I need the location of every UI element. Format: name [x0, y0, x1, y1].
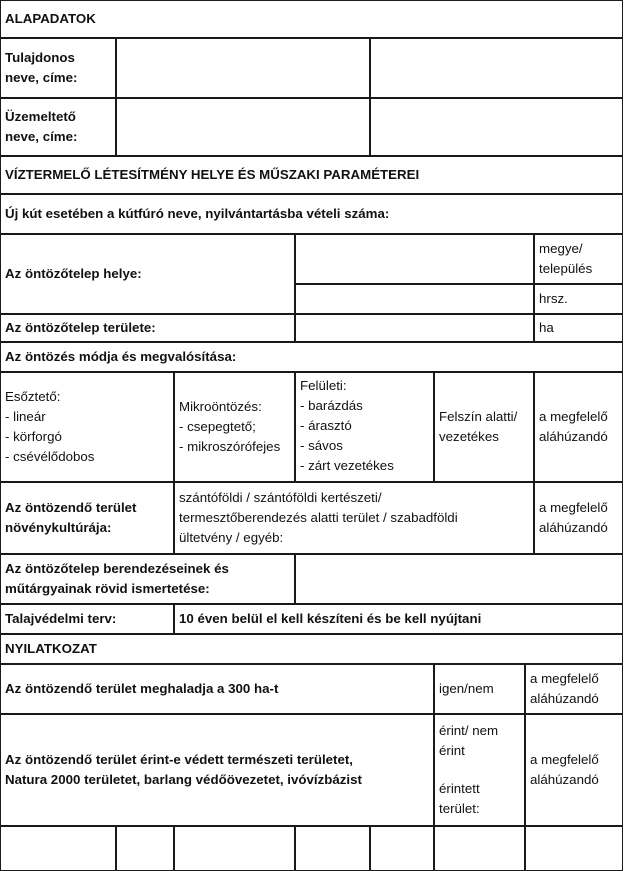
surface-line[interactable]: - sávos — [300, 438, 343, 453]
method-heading — [0, 342, 623, 372]
bottom-row-cell[interactable] — [0, 826, 116, 871]
equipment-field[interactable] — [295, 554, 623, 604]
surface-line: Felületi: — [300, 378, 347, 393]
crop-option-line[interactable]: szántóföldi / szántóföldi kertészeti/ — [179, 490, 382, 505]
equipment-label-line: Az öntözőtelep berendezéseinek és — [5, 561, 229, 576]
crop-label — [0, 482, 174, 554]
soil-value-text: 10 éven belül el kell készíteni és be kell nyújtani — [179, 611, 482, 626]
method-heading-text: Az öntözés módja és megvalósítása: — [5, 349, 237, 364]
sprinkler-line[interactable]: - lineár — [5, 409, 46, 424]
equipment-label — [0, 554, 295, 604]
soil-label — [0, 604, 174, 634]
protected-answer-line[interactable]: érint — [439, 743, 465, 758]
surface-line[interactable]: - árasztó — [300, 418, 352, 433]
protected-note-line: a megfelelő — [530, 752, 599, 767]
owner-label-line: neve, címe: — [5, 70, 78, 85]
area-question — [0, 664, 434, 714]
protected-note-line: aláhúzandó — [530, 772, 599, 787]
location-label — [0, 234, 295, 314]
equipment-label-line: műtárgyainak rövid ismertetése: — [5, 581, 210, 596]
crop-note — [534, 482, 623, 554]
subsurface-line: vezetékes — [439, 429, 499, 444]
basic-heading-text: ALAPADATOK — [5, 11, 96, 26]
operator-label-line: Üzemeltető — [5, 109, 76, 124]
method-micro[interactable] — [174, 372, 295, 482]
soil-label-text: Talajvédelmi terv: — [5, 611, 117, 626]
owner-name-field[interactable] — [116, 38, 370, 98]
micro-line[interactable]: - csepegtető; — [179, 419, 256, 434]
protected-answer[interactable] — [434, 714, 525, 826]
area-unit — [534, 314, 623, 342]
driller-field[interactable] — [0, 194, 623, 234]
crop-options[interactable] — [174, 482, 534, 554]
county-settlement-unit — [534, 234, 623, 284]
bottom-row-cell[interactable] — [174, 826, 295, 871]
method-note — [534, 372, 623, 482]
crop-option-line[interactable]: ültetvény / egyéb: — [179, 530, 284, 545]
area-answer-text[interactable]: igen/nem — [439, 681, 494, 696]
method-note-line: aláhúzandó — [539, 429, 608, 444]
crop-label-line: Az öntözendő terület — [5, 500, 137, 515]
bottom-row-cell[interactable] — [370, 826, 434, 871]
operator-label-line: neve, címe: — [5, 129, 78, 144]
micro-line[interactable]: - mikroszórófejes — [179, 439, 281, 454]
owner-label — [0, 38, 116, 98]
location-label-text: Az öntözőtelep helye: — [5, 266, 142, 281]
county-settlement-field[interactable] — [295, 234, 534, 284]
area-answer[interactable] — [434, 664, 525, 714]
section-heading-basic — [0, 0, 623, 38]
section-heading-declaration — [0, 634, 623, 664]
crop-note-line: aláhúzandó — [539, 520, 608, 535]
area-label — [0, 314, 295, 342]
crop-note-line: a megfelelő — [539, 500, 608, 515]
sprinkler-line[interactable]: - körforgó — [5, 429, 62, 444]
area-note — [525, 664, 623, 714]
county-unit-line: település — [539, 261, 593, 276]
protected-note — [525, 714, 623, 826]
lot-number-field[interactable] — [295, 284, 534, 314]
protected-question-line: Natura 2000 területet, barlang védőövezetet, ivóvízbázist — [5, 772, 362, 787]
area-label-text: Az öntözőtelep területe: — [5, 320, 156, 335]
method-surface[interactable] — [295, 372, 434, 482]
driller-label: Új kút esetében a kútfúró neve, nyilvántartásba vételi száma: — [5, 206, 390, 221]
crop-label-line: növénykultúrája: — [5, 520, 112, 535]
bottom-row-cell[interactable] — [525, 826, 623, 871]
operator-address-field[interactable] — [370, 98, 623, 156]
area-question-text: Az öntözendő terület meghaladja a 300 ha-t — [5, 681, 279, 696]
surface-line[interactable]: - barázdás — [300, 398, 363, 413]
operator-name-field[interactable] — [116, 98, 370, 156]
subsurface-line: Felszín alatti/ — [439, 409, 518, 424]
sprinkler-line: Esőztető: — [5, 389, 61, 404]
bottom-row-cell[interactable] — [116, 826, 174, 871]
declaration-heading-text: NYILATKOZAT — [5, 641, 97, 656]
protected-question-line: Az öntözendő terület érint-e védett természeti területet, — [5, 752, 353, 767]
area-note-line: aláhúzandó — [530, 691, 599, 706]
area-note-line: a megfelelő — [530, 671, 599, 686]
protected-question — [0, 714, 434, 826]
protected-area-line: érintett — [439, 781, 480, 796]
owner-label-line: Tulajdonos — [5, 50, 75, 65]
section-heading-facility — [0, 156, 623, 194]
area-field[interactable] — [295, 314, 534, 342]
crop-option-line[interactable]: termesztőberendezés alatti terület / szabadföldi — [179, 510, 458, 525]
sprinkler-line[interactable]: - csévélődobos — [5, 449, 95, 464]
operator-label — [0, 98, 116, 156]
lot-unit-text: hrsz. — [539, 291, 568, 306]
soil-value — [174, 604, 623, 634]
facility-heading-text: VÍZTERMELŐ LÉTESÍTMÉNY HELYE ÉS MŰSZAKI PARAMÉTEREI — [5, 167, 420, 182]
method-note-line: a megfelelő — [539, 409, 608, 424]
bottom-row-cell[interactable] — [295, 826, 370, 871]
micro-line: Mikroöntözés: — [179, 399, 262, 414]
owner-address-field[interactable] — [370, 38, 623, 98]
bottom-row-cell[interactable] — [434, 826, 525, 871]
method-subsurface[interactable] — [434, 372, 534, 482]
lot-number-unit — [534, 284, 623, 314]
protected-area-line: terület: — [439, 801, 480, 816]
method-sprinkler[interactable] — [0, 372, 174, 482]
county-unit-line: megye/ — [539, 241, 583, 256]
area-unit-text: ha — [539, 320, 554, 335]
surface-line[interactable]: - zárt vezetékes — [300, 458, 394, 473]
protected-answer-line[interactable]: érint/ nem — [439, 723, 499, 738]
